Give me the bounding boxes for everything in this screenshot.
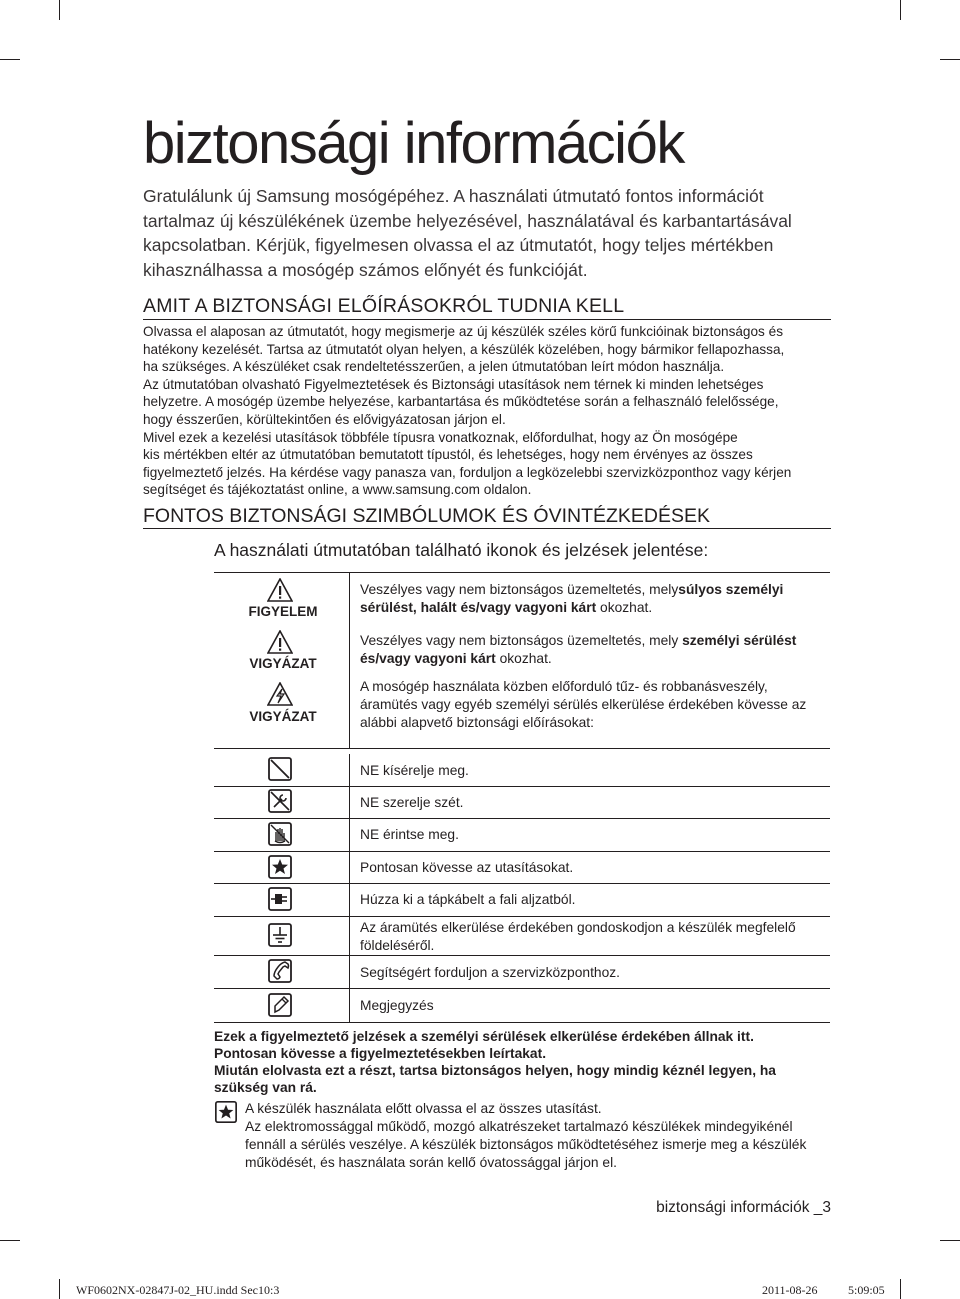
ground-icon xyxy=(267,922,293,948)
summary-line: Miután elolvasta ezt a részt, tartsa biztonságos helyen, hogy mindig kéznél legyen, ha xyxy=(214,1063,776,1078)
signal-label-figyelem: FIGYELEM xyxy=(248,604,318,619)
intro-paragraph xyxy=(143,184,863,282)
crop-mark xyxy=(900,0,901,20)
final-note-line: Az elektromossággal működő, mozgó alkatrészeket tartalmazó készülékek mindegyikénél xyxy=(245,1119,793,1134)
crop-mark xyxy=(59,1279,60,1299)
table-row-divider xyxy=(214,818,830,819)
signal-text xyxy=(360,632,830,668)
symbol-text-line: NE érintse meg. xyxy=(360,827,459,842)
table-divider xyxy=(349,754,350,1022)
symbol-text xyxy=(360,891,830,909)
symbol-text-line: Az áramütés elkerülése érdekében gondoskodjon a készülék megfelelő xyxy=(360,920,796,935)
safety-info-body xyxy=(143,323,843,499)
signal-label-vigyazat-electric: VIGYÁZAT xyxy=(249,709,317,724)
symbol-text-line: Pontosan kövesse az utasításokat. xyxy=(360,860,574,875)
symbol-text-line: NE kísérelje meg. xyxy=(360,763,469,778)
slug-time: 5:09:05 xyxy=(848,1283,885,1297)
signal-text-line: áramütés vagy egyéb személyi sérülés elkerülése érdekében kövesse az xyxy=(360,697,807,712)
body-line: segítséget és tájékoztatást online, a www.samsung.com oldalon. xyxy=(143,482,532,498)
slug-file: WF0602NX-02847J-02_HU.indd Sec10:3 xyxy=(76,1283,280,1297)
body-line: ha szükséges. A készüléket csak rendeltetésszerűen, a jelen útmutatóban leírt módon használja. xyxy=(143,359,725,375)
symbol-text xyxy=(360,794,830,812)
electric-shock-triangle-icon xyxy=(267,682,293,706)
crop-mark xyxy=(0,1240,20,1241)
body-line: Mivel ezek a kezelési utasítások többféle típusra vonatkoznak, előfordulhat, hogy az Ön mosógépe xyxy=(143,429,738,445)
symbol-text-line: Húzza ki a tápkábelt a fali aljzatból. xyxy=(360,892,576,907)
crop-mark xyxy=(0,59,20,60)
note-icon xyxy=(267,992,293,1018)
signal-text-line: alábbi alapvető biztonsági előírásokat: xyxy=(360,715,594,730)
signal-text xyxy=(360,581,830,617)
symbol-text xyxy=(360,997,830,1015)
table-row-divider xyxy=(214,988,830,989)
page-title: biztonsági információk xyxy=(143,111,684,176)
table-rule xyxy=(214,1022,830,1023)
symbol-text xyxy=(360,964,830,982)
signal-label-vigyazat: VIGYÁZAT xyxy=(249,656,317,671)
intro-line: kihasználhassa a mosógép számos előnyét és funkcióját. xyxy=(143,259,588,280)
warning-triangle-icon xyxy=(267,578,293,602)
symbol-text xyxy=(360,919,830,955)
final-note-line: fennáll a sérülés veszélye. A készülék biztonságos működtetéséhez ismerje meg a készülék xyxy=(245,1137,807,1152)
signal-text xyxy=(360,678,830,732)
signal-text-line: A mosógép használata közben előforduló tűz- és robbanásveszély, xyxy=(360,679,768,694)
signal-text-bold: súlyos személyi xyxy=(678,582,784,597)
final-note-line: működését, és használata során kellő óvatossággal járjon el. xyxy=(245,1155,617,1170)
table-row-divider xyxy=(214,883,830,884)
body-line: helyzetre. A mosógép üzembe helyezése, karbantartása és működtetése során a felhasználó felelőssége, xyxy=(143,394,779,410)
signal-text-bold: személyi sérülést xyxy=(682,633,797,648)
signal-text-plain: okozhat. xyxy=(596,600,653,615)
final-note-line: A készülék használata előtt olvassa el az összes utasítást. xyxy=(245,1101,602,1116)
crop-mark xyxy=(940,59,960,60)
body-line: hatékony kezelését. Tartsa az útmutatót olyan helyen, a készülék közelében, hogy bármikor fellapozhassa, xyxy=(143,341,785,357)
intro-line: Gratulálunk új Samsung mosógépéhez. A használati útmutató fontos információt xyxy=(143,186,764,206)
section-heading-symbols: FONTOS BIZTONSÁGI SZIMBÓLUMOK ÉS ÓVINTÉZKEDÉSEK xyxy=(143,505,711,527)
symbol-text-line: földeléséről. xyxy=(360,938,435,953)
crop-mark xyxy=(59,0,60,20)
heading-rule xyxy=(143,319,831,320)
table-rule xyxy=(214,748,830,749)
signal-text-plain: Veszélyes vagy nem biztonságos üzemeltetés, mely xyxy=(360,633,683,648)
intro-line: tartalmaz új készülékének üzembe helyezésével, használatával és karbantartásával xyxy=(143,210,792,231)
symbols-subheading: A használati útmutatóban található ikonok és jelzések jelentése: xyxy=(214,540,709,560)
phone-service-icon xyxy=(267,958,293,984)
body-line: figyelmeztető jelzés. Ha kérdése vagy panasza van, forduljon a legközelebbi szervizközponthoz vagy kérjen xyxy=(143,464,792,480)
follow-instructions-icon xyxy=(214,1100,238,1124)
crop-mark xyxy=(940,1240,960,1241)
table-row-divider xyxy=(214,916,830,917)
summary-line: szükség van rá. xyxy=(214,1080,317,1095)
crop-mark xyxy=(900,1279,901,1299)
page-footer: biztonsági információk _3 xyxy=(656,1199,831,1216)
symbol-text-line: Megjegyzés xyxy=(360,998,434,1013)
slug-date: 2011-08-26 xyxy=(762,1283,818,1297)
body-line: Az útmutatóban olvasható Figyelmeztetések és Biztonsági utasítások nem térnek ki minden lehetséges xyxy=(143,376,764,392)
signal-text-plain: Veszélyes vagy nem biztonságos üzemeltetés, mely xyxy=(360,582,679,597)
table-row-divider xyxy=(214,851,830,852)
body-line: Olvassa el alaposan az útmutatót, hogy megismerje az új készülék széles körű funkcióinak biztonságos és xyxy=(143,324,783,339)
heading-rule xyxy=(143,528,831,529)
unplug-icon xyxy=(267,886,293,912)
table-rule xyxy=(214,572,830,573)
symbol-text xyxy=(360,859,830,877)
signal-text-bold: és/vagy vagyoni kárt xyxy=(360,651,496,666)
no-disassembly-icon xyxy=(267,788,293,814)
summary-line: Ezek a figyelmeztető jelzések a személyi sérülések elkerülése érdekében állnak itt. xyxy=(214,1029,754,1044)
intro-line: kapcsolatban. Kérjük, figyelmesen olvassa el az útmutatót, hogy teljes mértékben xyxy=(143,235,774,255)
warning-triangle-icon xyxy=(267,630,293,654)
symbol-text-line: NE szerelje szét. xyxy=(360,795,464,810)
signal-text-bold: sérülést, halált és/vagy vagyoni kárt xyxy=(360,600,597,615)
warning-summary xyxy=(214,1028,834,1096)
prohibited-icon xyxy=(267,756,293,782)
symbol-text-line: Segítségért forduljon a szervizközponthoz. xyxy=(360,965,620,980)
body-line: hogy ésszerűen, körültekintően és elővigyázatosan járjon el. xyxy=(143,411,506,427)
table-row-divider xyxy=(214,786,830,787)
symbol-text xyxy=(360,826,830,844)
table-row-divider xyxy=(214,955,830,956)
final-note xyxy=(245,1100,845,1172)
summary-line: Pontosan kövesse a figyelmeztetésekben leírtakat. xyxy=(214,1046,547,1061)
signal-text-plain: okozhat. xyxy=(495,651,552,666)
section-heading-safety-info: AMIT A BIZTONSÁGI ELŐÍRÁSOKRÓL TUDNIA KELL xyxy=(143,295,625,317)
do-not-touch-icon xyxy=(267,821,293,847)
body-line: kis mértékben eltér az útmutatóban bemutatott típustól, és lehetséges, hogy nem érvényes az összes xyxy=(143,447,753,463)
table-divider xyxy=(349,572,350,748)
follow-instructions-icon xyxy=(267,854,293,880)
symbol-text xyxy=(360,762,830,780)
